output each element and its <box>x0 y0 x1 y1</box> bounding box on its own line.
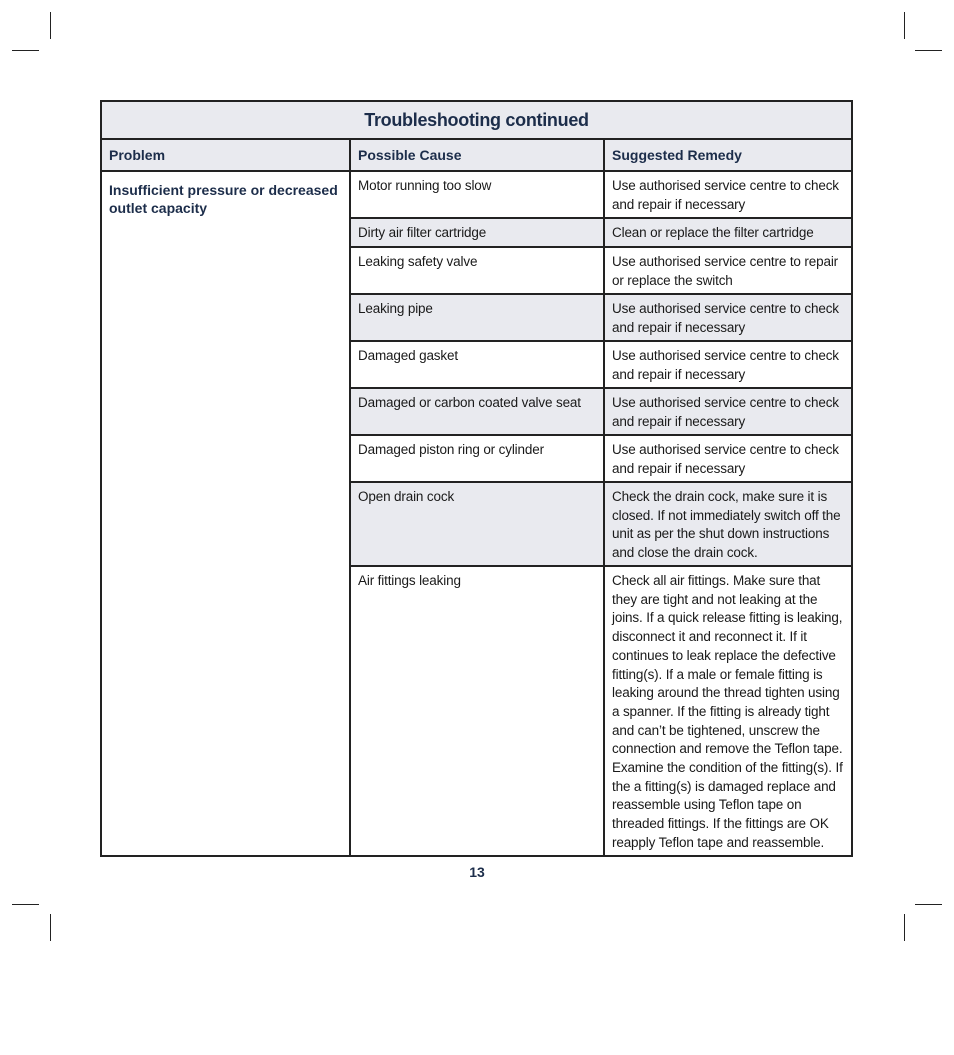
cause-cell: Damaged piston ring or cylinder <box>351 436 603 483</box>
remedy-cell: Check the drain cock, make sure it is closed. If not immediately switch off the unit as per the shut down instructions and close the drain cock. <box>605 483 851 567</box>
remedy-cell: Use authorised service centre to check and repair if necessary <box>605 342 851 389</box>
cause-cell: Dirty air filter cartridge <box>351 219 603 248</box>
cause-cell: Damaged or carbon coated valve seat <box>351 389 603 436</box>
cause-cell: Leaking pipe <box>351 295 603 342</box>
remedy-cell: Use authorised service centre to check and repair if necessary <box>605 436 851 483</box>
crop-mark <box>12 904 39 905</box>
page-number: 13 <box>469 864 485 880</box>
crop-mark <box>50 12 51 39</box>
crop-mark <box>50 914 51 941</box>
problem-text: Insufficient pressure or decreased outlet capacity <box>109 182 338 216</box>
cause-cell: Damaged gasket <box>351 342 603 389</box>
table-body <box>102 140 851 855</box>
header-remedy: Suggested Remedy <box>605 140 851 172</box>
crop-mark <box>12 50 39 51</box>
crop-mark <box>904 914 905 941</box>
troubleshooting-table <box>100 100 853 857</box>
crop-mark <box>915 50 942 51</box>
remedy-cell: Use authorised service centre to repair or replace the switch <box>605 248 851 295</box>
cause-cell: Air fittings leaking <box>358 573 461 588</box>
remedy-cell: Clean or replace the filter cartridge <box>605 219 851 248</box>
cause-column <box>351 140 605 855</box>
remedy-cell: Check all air fittings. Make sure that they are tight and not leaking at the joins. If a quick release fitting is leaking, disconnect it and reconnect it. If it continues to leak replace the defective fitting(s). If a male or female fitting is leaking around the thread tighten using a spanner. If the fitting is already tight and can’t be tightened, unscrew the connection and remove the Teflon tape. Examine the condition of the fitting(s). If the a fitting(s) is damaged replace and reassemble using Teflon tape on threaded fittings. If the fittings are OK reapply Teflon tape and reassemble. <box>612 573 843 850</box>
remedy-column <box>605 140 851 855</box>
remedy-cell: Use authorised service centre to check and repair if necessary <box>605 295 851 342</box>
cause-cell: Leaking safety valve <box>351 248 603 295</box>
header-problem: Problem <box>102 140 349 172</box>
problem-column <box>102 140 351 855</box>
crop-mark <box>904 12 905 39</box>
remedy-cell: Use authorised service centre to check and repair if necessary <box>605 389 851 436</box>
header-cause: Possible Cause <box>351 140 603 172</box>
table-title: Troubleshooting continued <box>102 102 851 140</box>
crop-mark <box>915 904 942 905</box>
remedy-cell: Use authorised service centre to check and repair if necessary <box>605 172 851 219</box>
cause-cell: Open drain cock <box>351 483 603 567</box>
cause-cell: Motor running too slow <box>351 172 603 219</box>
